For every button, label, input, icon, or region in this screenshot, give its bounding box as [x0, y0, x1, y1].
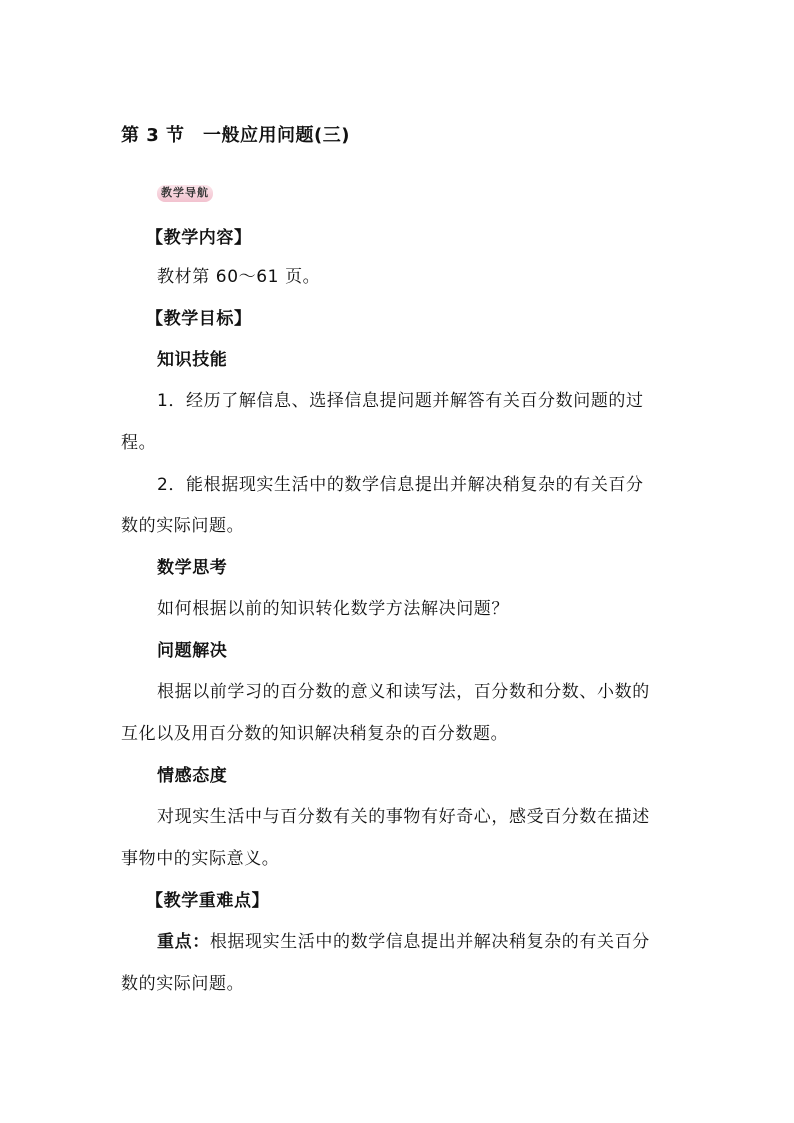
heading-teaching-goals: 【教学目标】: [146, 309, 252, 329]
goal-item-2-line-1: 2．能根据现实生活中的数学信息提出并解决稍复杂的有关百分: [157, 475, 644, 495]
knowledge-skills-label: 知识技能: [157, 350, 228, 370]
problem-solving-label: 问题解决: [157, 641, 228, 661]
goal-item-2-line-2: 数的实际问题。: [121, 516, 245, 536]
key-point-line-1: [157, 930, 650, 954]
key-point-text: 根据现实生活中的数学信息提出并解决稍复杂的有关百分: [209, 932, 650, 952]
teaching-guide-badge: 教学导航: [157, 185, 213, 202]
goal-item-1-line-1: 1．经历了解信息、选择信息提问题并解答有关百分数问题的过: [157, 391, 644, 411]
problem-solving-line-1: 根据以前学习的百分数的意义和读写法，百分数和分数、小数的: [157, 682, 650, 702]
key-point-line-2: 数的实际问题。: [121, 974, 245, 994]
key-point-label: 重点：: [157, 932, 210, 952]
content-text: 教材第 60～61 页。: [157, 267, 321, 287]
emotion-attitude-line-2: 事物中的实际意义。: [121, 849, 280, 869]
emotion-attitude-line-1: 对现实生活中与百分数有关的事物有好奇心，感受百分数在描述: [157, 807, 650, 827]
heading-teaching-content: 【教学内容】: [146, 228, 252, 248]
goal-item-1-line-2: 程。: [121, 433, 157, 453]
heading-key-difficult-points: 【教学重难点】: [146, 891, 270, 911]
math-thinking-label: 数学思考: [157, 558, 228, 578]
math-thinking-text: 如何根据以前的知识转化数学方法解决问题？: [157, 599, 509, 619]
emotion-attitude-label: 情感态度: [157, 766, 228, 786]
problem-solving-line-2: 互化以及用百分数的知识解决稍复杂的百分数题。: [121, 724, 509, 744]
section-title: 第 3 节 一般应用问题(三): [121, 125, 351, 146]
